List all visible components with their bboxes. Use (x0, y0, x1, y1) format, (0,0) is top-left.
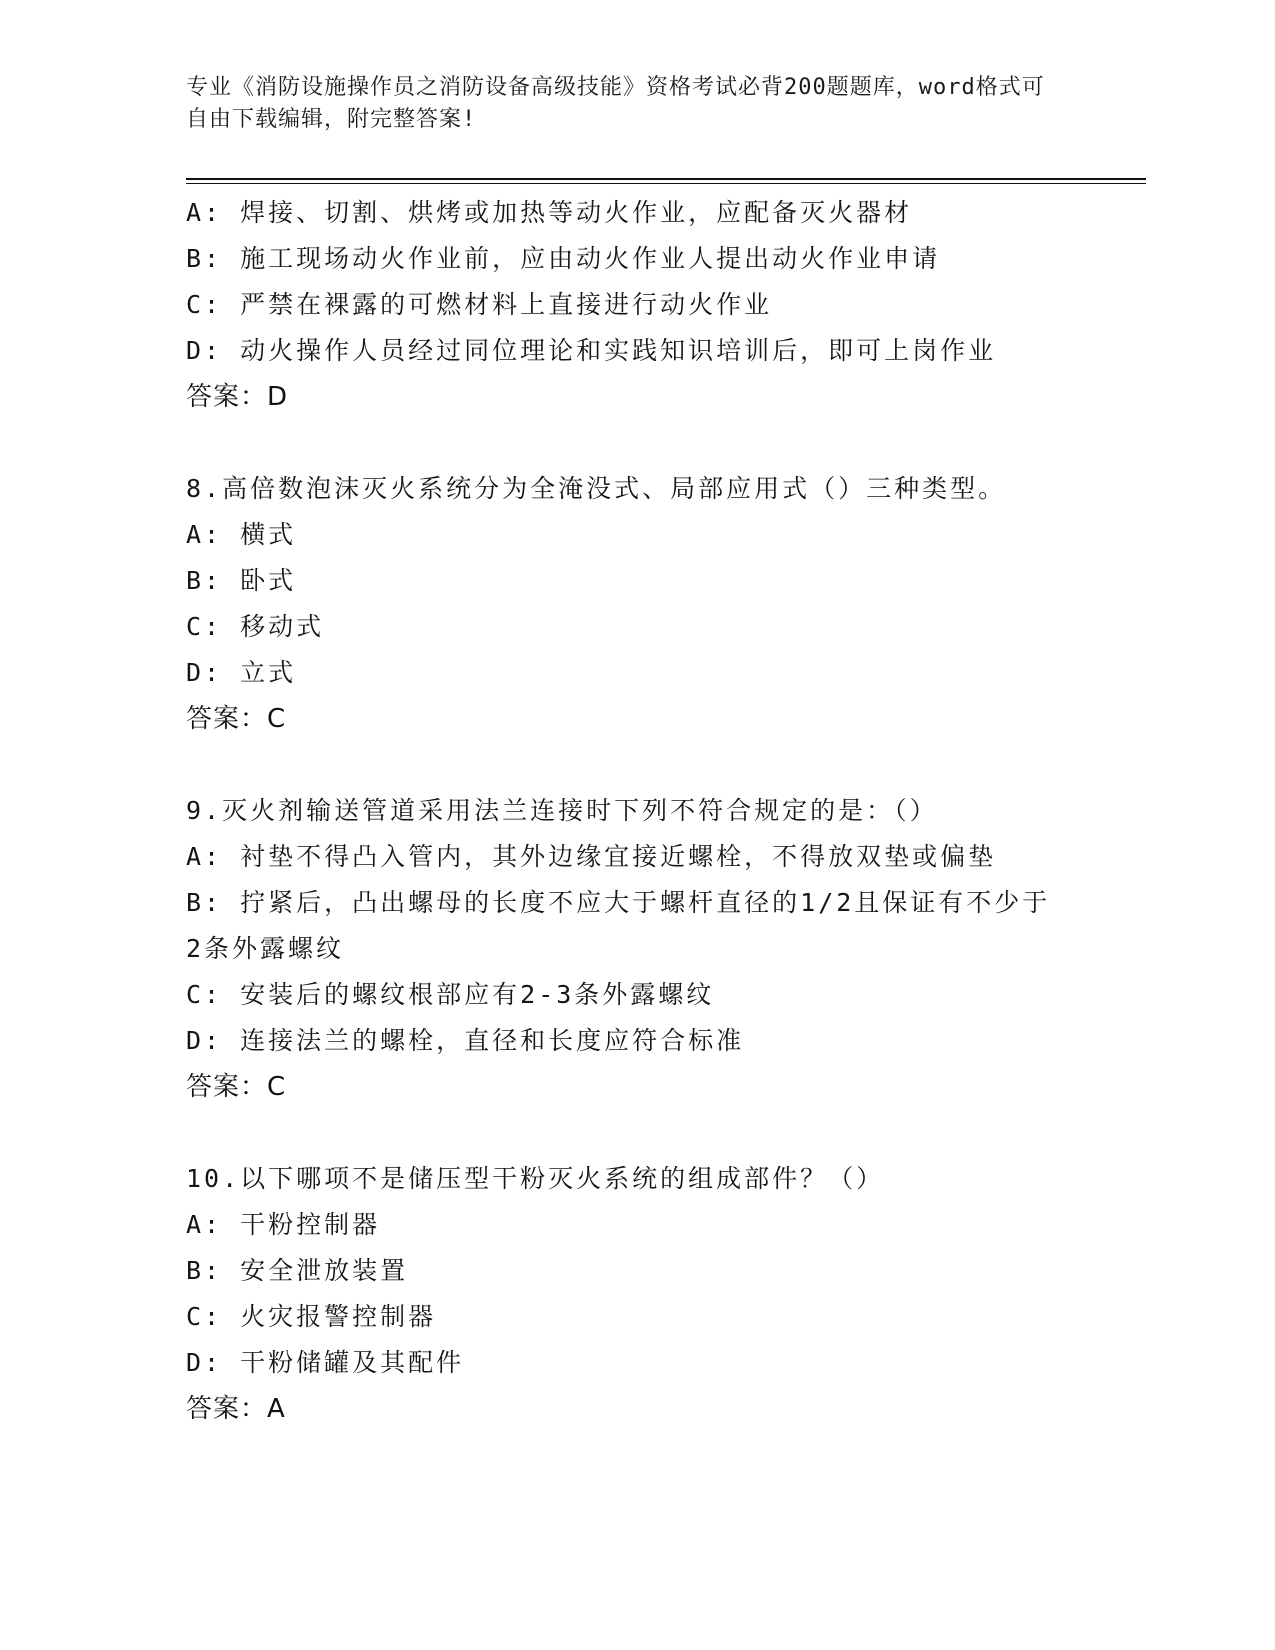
answer: 答案：C (186, 1072, 287, 1102)
option-c: C: 安装后的螺纹根部应有2-3条外露螺纹 (186, 980, 715, 1009)
question-10 (186, 1156, 1086, 1432)
option-d: D: 连接法兰的螺栓，直径和长度应符合标准 (186, 1026, 745, 1055)
option-c: C: 移动式 (186, 612, 325, 641)
question-9 (186, 788, 1086, 1110)
option-b: B: 安全泄放装置 (186, 1256, 409, 1285)
option-b: B: 施工现场动火作业前，应由动火作业人提出动火作业申请 (186, 244, 941, 273)
answer: 答案：A (186, 1394, 286, 1424)
option-a: A: 焊接、切割、烘烤或加热等动火作业，应配备灭火器材 (186, 198, 913, 227)
question-7-tail (186, 190, 1086, 420)
option-c: C: 火灾报警控制器 (186, 1302, 437, 1331)
header-rule-top (186, 178, 1146, 180)
option-c: C: 严禁在裸露的可燃材料上直接进行动火作业 (186, 290, 773, 319)
option-d: D: 干粉储罐及其配件 (186, 1348, 465, 1377)
option-d: D: 立式 (186, 658, 297, 687)
header-rule-bottom (186, 183, 1146, 184)
document-header: 专业《消防设施操作员之消防设备高级技能》资格考试必背200题题库，word格式可自由下载编辑，附完整答案! (186, 75, 1045, 132)
question-text: 8.高倍数泡沫灭火系统分为全淹没式、局部应用式（）三种类型。 (186, 474, 1007, 503)
question-text: 9.灭火剂输送管道采用法兰连接时下列不符合规定的是：（） (186, 796, 938, 825)
option-a: A: 干粉控制器 (186, 1210, 381, 1239)
option-a: A: 衬垫不得凸入管内，其外边缘宜接近螺栓，不得放双垫或偏垫 (186, 842, 997, 871)
option-b: B: 卧式 (186, 566, 297, 595)
answer: 答案：C (186, 704, 287, 734)
question-8 (186, 466, 1086, 742)
option-b: B: 拧紧后，凸出螺母的长度不应大于螺杆直径的1/2且保证有不少于2条外露螺纹 (186, 888, 1051, 963)
question-list (186, 190, 1086, 1478)
question-text: 10.以下哪项不是储压型干粉灭火系统的组成部件？（） (186, 1164, 885, 1193)
option-a: A: 横式 (186, 520, 297, 549)
answer: 答案：D (186, 382, 289, 412)
option-d: D: 动火操作人员经过同位理论和实践知识培训后，即可上岗作业 (186, 336, 997, 365)
